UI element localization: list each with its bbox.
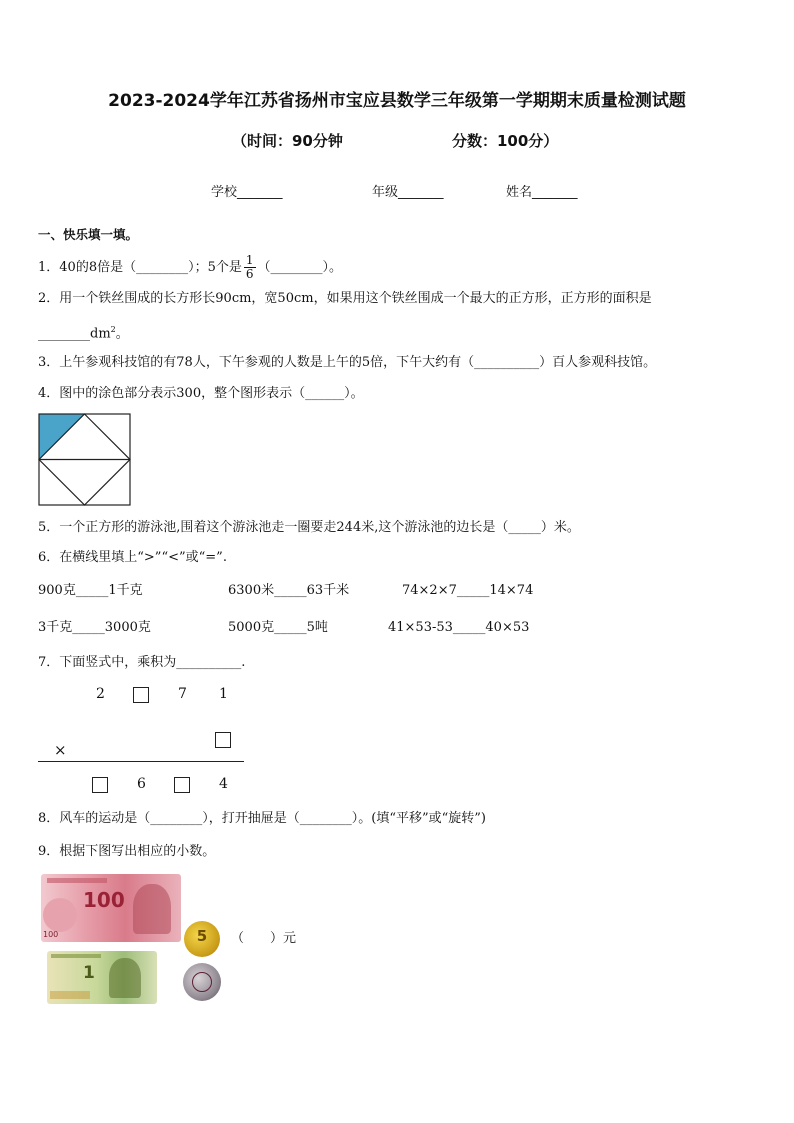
digit: 1 <box>219 686 228 702</box>
school-field[interactable]: 学校_______ <box>211 185 283 200</box>
compare-item: 900克_____1千克 <box>38 583 143 598</box>
page-title: 2023-2024学年江苏省扬州市宝应县数学三年级第一学期期末质量检测试题 <box>108 91 686 111</box>
one-yuan-note-icon: 1 <box>47 951 157 1004</box>
compare-item: 5000克_____5吨 <box>228 620 328 635</box>
exam-time: （时间：90分钟 <box>232 132 343 150</box>
result-line <box>38 761 244 762</box>
question-1-text-b: （________）。 <box>257 260 343 275</box>
hundred-yuan-note-icon: 100 100 <box>41 874 181 942</box>
missing-digit-box[interactable] <box>215 732 231 748</box>
exam-score: 分数：100分） <box>452 132 559 150</box>
missing-digit-box[interactable] <box>92 777 108 793</box>
question-6: 6．在横线里填上“>”“<”或“=”. <box>38 550 227 565</box>
question-5: 5．一个正方形的游泳池,围着这个游泳池走一圈要走244米,这个游泳池的边长是（_____）米。 <box>38 520 580 535</box>
compare-item: 6300米_____63千米 <box>228 583 350 598</box>
question-1 <box>38 254 342 281</box>
name-field[interactable]: 姓名_______ <box>506 185 578 200</box>
question-4: 4．图中的涂色部分表示300，整个图形表示（______）。 <box>38 386 364 401</box>
question-2-line2: $\_\_\_\_\_\_\_\_dm^2$。 <box>38 325 129 342</box>
times-sign: × <box>54 741 67 759</box>
answer-blank[interactable]: （ ）元 <box>231 931 297 946</box>
digit: 2 <box>96 686 105 702</box>
digit: 6 <box>137 776 146 792</box>
digit: 4 <box>219 776 228 792</box>
digit: 7 <box>178 686 187 702</box>
one-jiao-coin-icon <box>183 963 221 1001</box>
compare-item: 3千克_____3000克 <box>38 620 151 635</box>
compare-item: 41×53-53_____40×53 <box>388 620 530 635</box>
fraction: $\frac{1}{6}$ <box>245 253 254 281</box>
square-diagram <box>38 413 132 507</box>
five-jiao-coin-icon: 5 <box>184 921 220 957</box>
question-7: 7．下面竖式中，乘积为__________. <box>38 655 246 670</box>
question-8: 8．风车的运动是（________），打开抽屉是（________）。(填“平移”或“旋转”) <box>38 811 486 826</box>
section-title: 一、快乐填一填。 <box>38 227 139 242</box>
question-3: 3．上午参观科技馆的有78人，下午参观的人数是上午的5倍，下午大约有（__________）百人参观科技馆。 <box>38 355 657 370</box>
grade-field[interactable]: 年级_______ <box>372 185 444 200</box>
question-9: 9．根据下图写出相应的小数。 <box>38 844 216 859</box>
question-2-line1: 2．用一个铁丝围成的长方形长90cm，宽50cm，如果用这个铁丝围成一个最大的正方形，正方形的面积是 <box>38 291 652 306</box>
question-1-text-a: 1．40的8倍是（________）；5个是 <box>38 260 242 275</box>
missing-digit-box[interactable] <box>174 777 190 793</box>
missing-digit-box[interactable] <box>133 687 149 703</box>
compare-item: 74×2×7_____14×74 <box>402 583 534 598</box>
